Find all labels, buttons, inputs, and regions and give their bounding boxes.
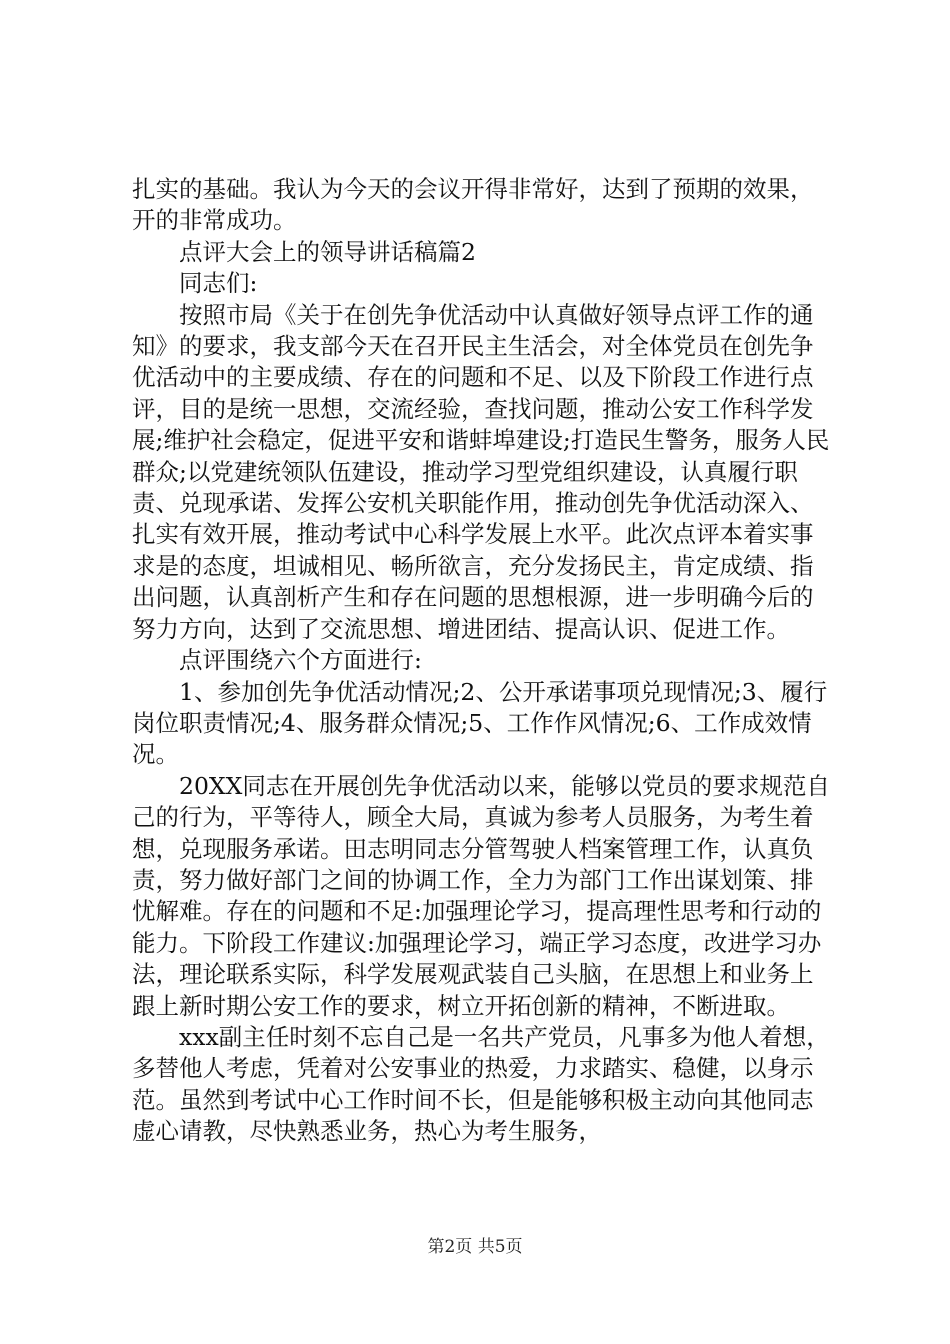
paragraph-continuation: 扎实的基础。我认为今天的会议开得非常好，达到了预期的效果，开的非常成功。 <box>132 175 814 235</box>
paragraph-review-2: xxx副主任时刻不忘自己是一名共产党员，凡事多为他人着想，多替他人考虑，凭着对公安事业的热爱，力求踏实、稳健，以身示范。虽然到考试中心工作时间不长，但是能够积极主动向其他同志虚心请教，尽快熟悉业务，热心为考生服务， <box>132 1022 830 1146</box>
section-heading: 点评大会上的领导讲话稿篇2 <box>179 237 476 266</box>
paragraph-aspects-heading: 点评围绕六个方面进行: <box>179 646 422 675</box>
salutation: 同志们: <box>179 269 258 298</box>
paragraph-intro: 按照市局《关于在创先争优活动中认真做好领导点评工作的通知》的要求，我支部今天在召开民主生活会，对全体党员在创先争优活动中的主要成绩、存在的问题和不足、以及下阶段工作进行点评，目的是统一思想，交流经验，查找问题，推动公安工作科学发展;维护社会稳定，促进平安和谐蚌埠建设;打造民生警务，服务人民群众;以党建统领队伍建设，推动学习型党组织建设，认真履行职责、兑现承诺、发挥公安机关职能作用，推动创先争优活动深入、扎实有效开展，推动考试中心科学发展上水平。此次点评本着实事求是的态度，坦诚相见、畅所欲言，充分发扬民主，肯定成绩、指出问题，认真剖析产生和存在问题的思想根源，进一步明确今后的努力方向，达到了交流思想、增进团结、提高认识、促进工作。 <box>132 300 830 643</box>
document-body <box>132 174 832 1148</box>
paragraph-review-1: 20XX同志在开展创先争优活动以来，能够以党员的要求规范自己的行为，平等待人，顾全大局，真诚为参考人员服务，为考生着想，兑现服务承诺。田志明同志分管驾驶人档案管理工作，认真负责，努力做好部门之间的协调工作，全力为部门工作出谋划策、排忧解难。存在的问题和不足:加强理论学习，提高理性思考和行动的能力。下阶段工作建议:加强理论学习，端正学习态度，改进学习办法，理论联系实际，科学发展观武装自己头脑，在思想上和业务上跟上新时期公安工作的要求，树立开拓创新的精神，不断进取。 <box>132 771 830 1020</box>
page-footer: 第2页 共5页 <box>427 1237 523 1257</box>
paragraph-aspects-list: 1、参加创先争优活动情况;2、公开承诺事项兑现情况;3、履行岗位职责情况;4、服务群众情况;5、工作作风情况;6、工作成效情况。 <box>132 677 828 769</box>
